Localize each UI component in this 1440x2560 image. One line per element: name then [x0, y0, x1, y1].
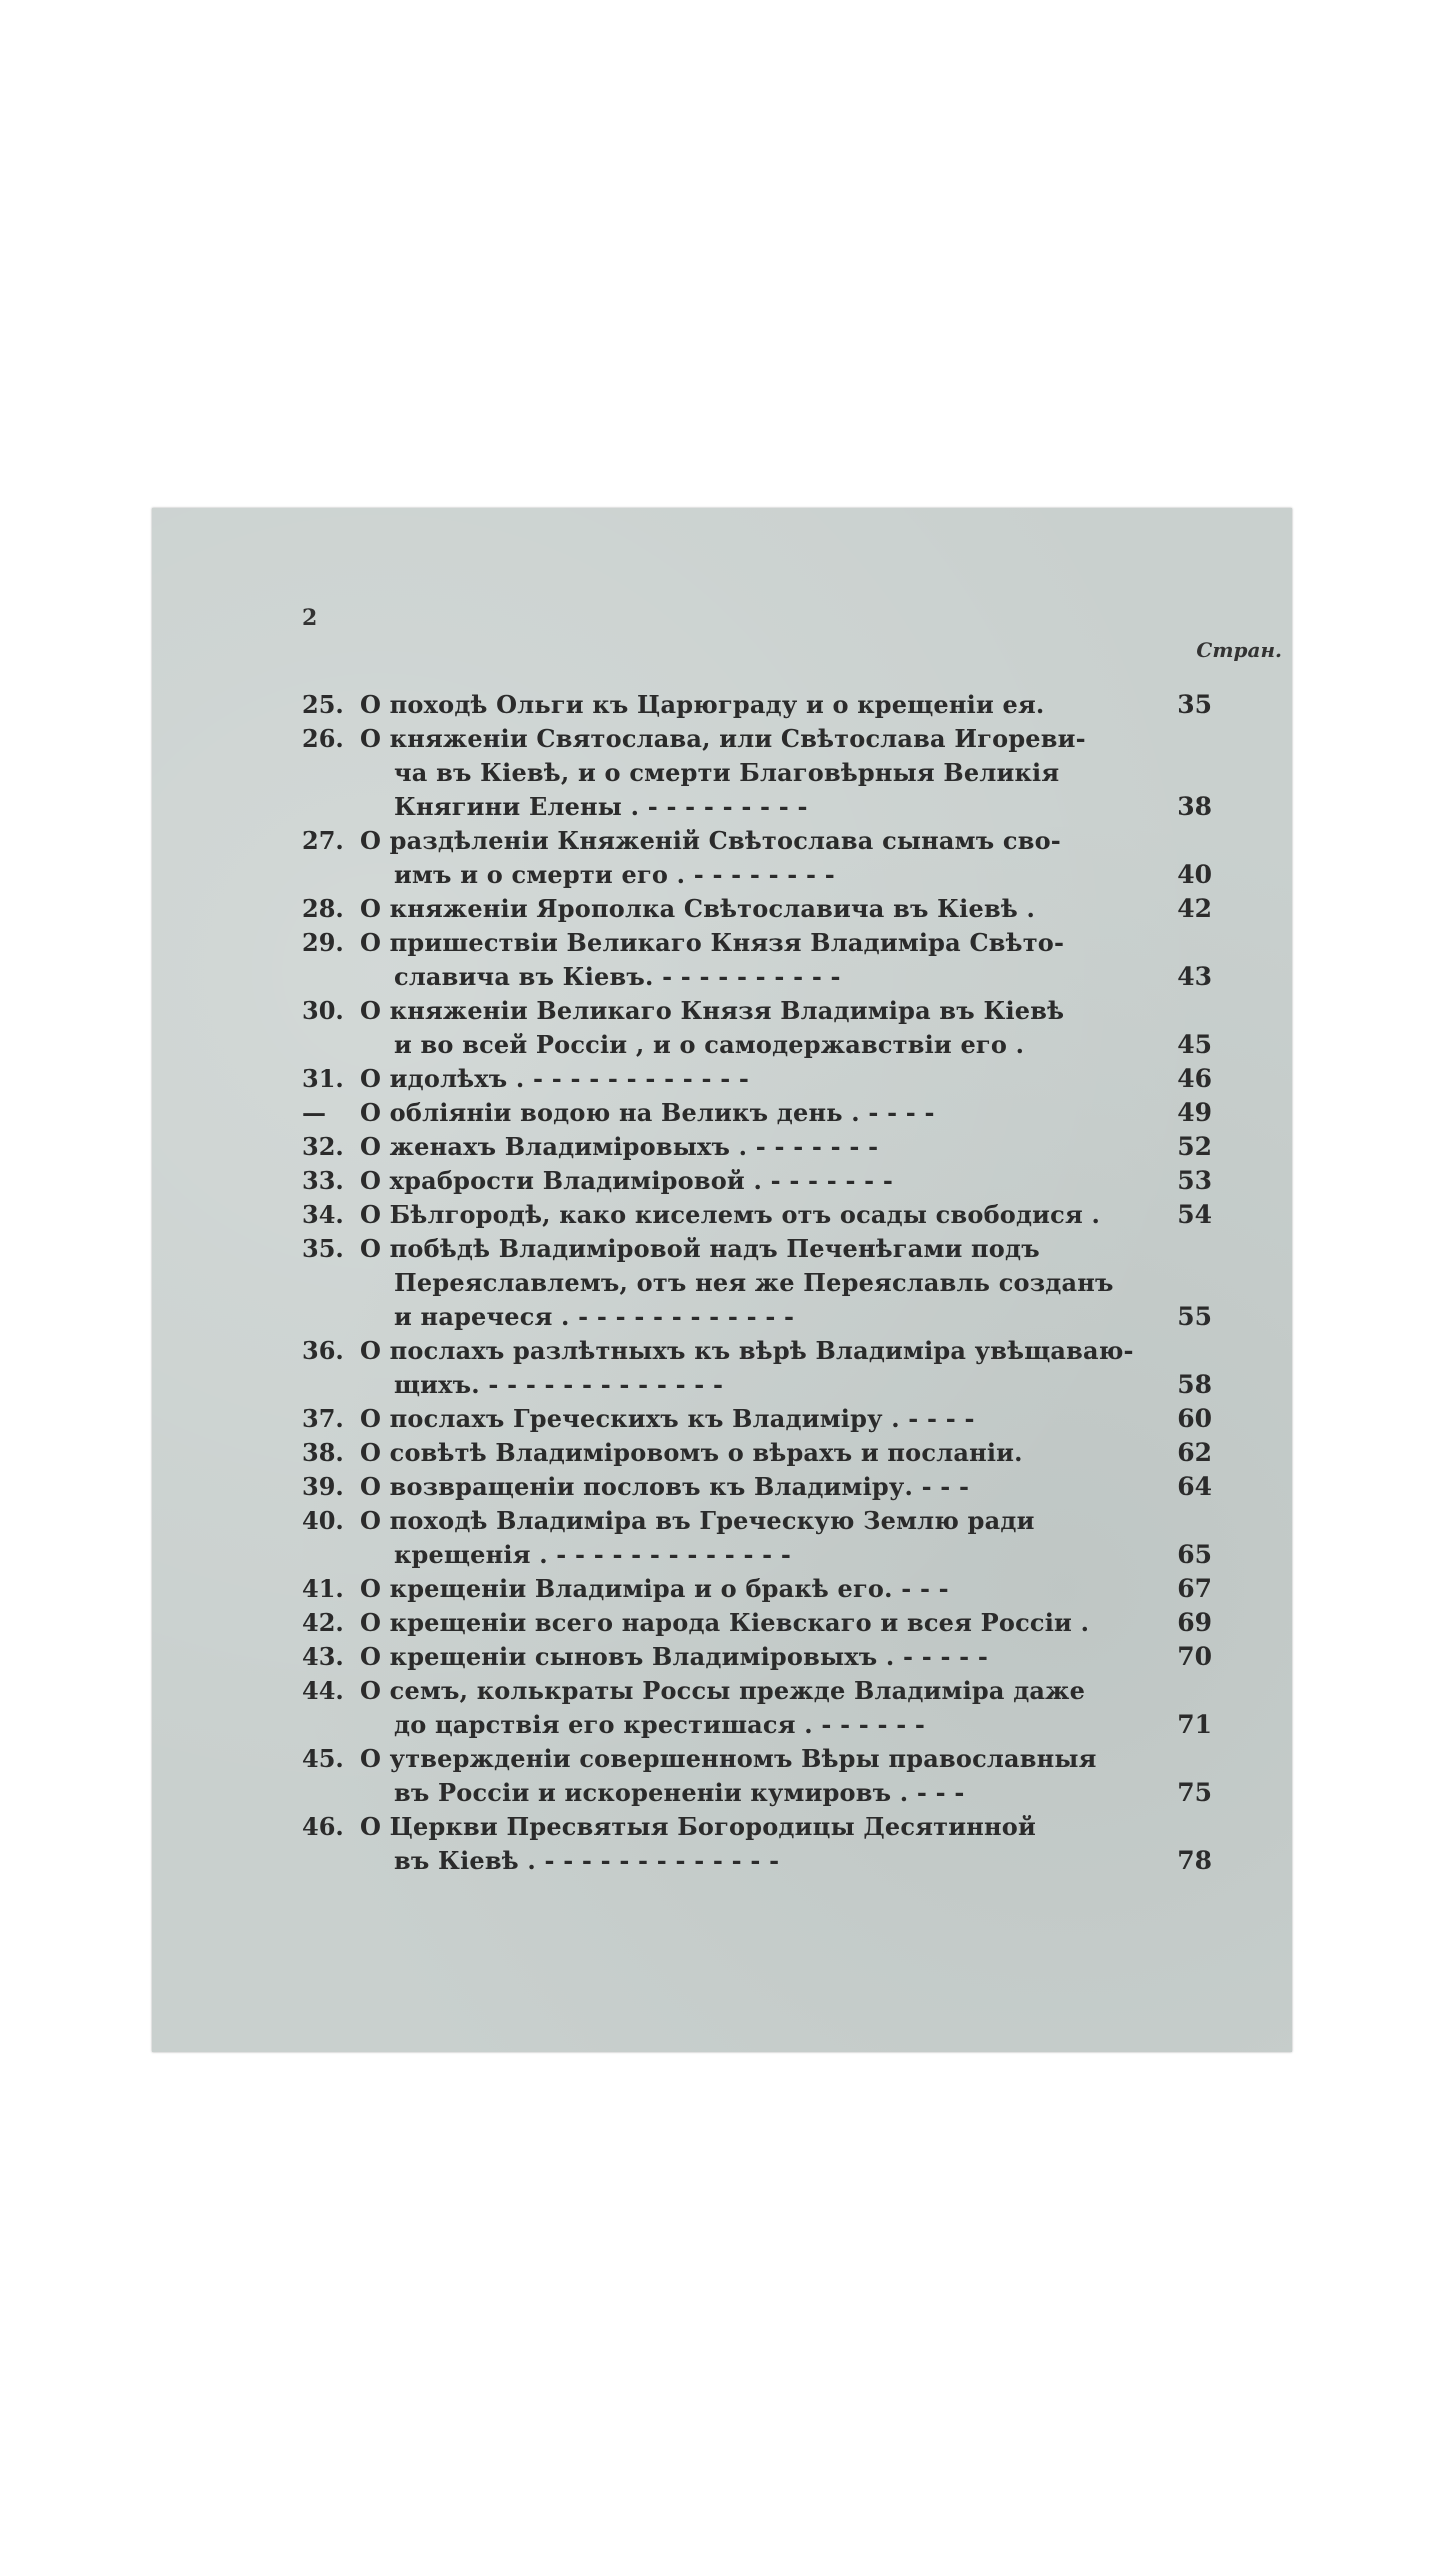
toc-entry-page: 55 — [1177, 1302, 1212, 1331]
toc-entry — [302, 1096, 1287, 1130]
toc-entry-page: 52 — [1177, 1132, 1212, 1161]
toc-entry-number: 42. — [302, 1608, 344, 1637]
page-number: 2 — [302, 605, 318, 631]
toc-entry — [302, 1334, 1287, 1402]
toc-entry-title — [360, 1640, 1132, 1674]
toc-entry-title — [360, 994, 1132, 1062]
toc-entry — [302, 1674, 1287, 1742]
toc-entry-page: 62 — [1177, 1438, 1212, 1467]
toc-entry-page: 71 — [1177, 1710, 1212, 1739]
toc-entry-page: 70 — [1177, 1642, 1212, 1671]
toc-entry-title — [360, 1096, 1132, 1130]
toc-entry-title — [360, 1572, 1132, 1606]
toc-entry-number: 34. — [302, 1200, 344, 1229]
toc-entry-title — [360, 926, 1132, 994]
toc-entry-page: 58 — [1177, 1370, 1212, 1399]
toc-entry-title-line: О утвержденіи совершенномъ Вѣры православныя — [360, 1744, 1097, 1773]
toc-entry — [302, 1640, 1287, 1674]
toc-entry-page: 43 — [1177, 962, 1212, 991]
toc-entry-title — [360, 892, 1132, 926]
toc-entry-number: 32. — [302, 1132, 344, 1161]
book-page — [152, 508, 1292, 2052]
toc-entry-number: 39. — [302, 1472, 344, 1501]
toc-entry-title — [360, 722, 1132, 824]
toc-entry-number: 26. — [302, 724, 344, 753]
toc-entry-page: 54 — [1177, 1200, 1212, 1229]
toc-entry-title-line: О походѣ Ольги къ Царюграду и о крещеніи ея. — [360, 690, 1045, 719]
toc-entry-title — [360, 1232, 1132, 1334]
toc-entry-title-line: О послахъ разлѣтныхъ къ вѣрѣ Владиміра увѣщаваю- — [360, 1336, 1134, 1365]
toc-entry-title — [360, 1742, 1132, 1810]
toc-entry-title-line: щихъ. - - - - - - - - - - - - - — [394, 1370, 724, 1399]
toc-entry-title-line: О женахъ Владиміровыхъ . - - - - - - - — [360, 1132, 879, 1161]
toc-entry-page: 35 — [1177, 690, 1212, 719]
toc-entry-title-line: О Бѣлгородѣ, како киселемъ отъ осады свободися . — [360, 1200, 1101, 1229]
toc-entry-page: 46 — [1177, 1064, 1212, 1093]
toc-entry-number: 27. — [302, 826, 344, 855]
toc-entry-title-line: О совѣтѣ Владиміровомъ о вѣрахъ и посланіи. — [360, 1438, 1023, 1467]
toc-entry-title-line: и наречеся . - - - - - - - - - - - - — [394, 1302, 795, 1331]
toc-entry-title-line: О крещеніи сыновъ Владиміровыхъ . - - - - - — [360, 1642, 989, 1671]
toc-entry-title-line: О крещеніи Владиміра и о бракѣ его. - - - — [360, 1574, 949, 1603]
toc-entry — [302, 824, 1287, 892]
toc-entry-title — [360, 1810, 1132, 1878]
toc-entry-title — [360, 1164, 1132, 1198]
toc-entry-number: 30. — [302, 996, 344, 1025]
toc-entry-title — [360, 1436, 1132, 1470]
toc-entry-number: 43. — [302, 1642, 344, 1671]
toc-entry-page: 49 — [1177, 1098, 1212, 1127]
toc-entry-number: 41. — [302, 1574, 344, 1603]
toc-entry — [302, 1164, 1287, 1198]
toc-entry-title-line: въ Кіевѣ . - - - - - - - - - - - - - — [394, 1846, 780, 1875]
toc-entry — [302, 1470, 1287, 1504]
toc-entry-title-line: въ Россіи и искорененіи кумировъ . - - - — [394, 1778, 965, 1807]
toc-entry-title-line: О княженіи Святослава, или Свѣтослава Игореви- — [360, 724, 1086, 753]
toc-entry-title-line: О княженіи Ярополка Свѣтославича въ Кіевѣ . — [360, 894, 1036, 923]
toc-entry-title-line: до царствія его крестишася . - - - - - - — [394, 1710, 926, 1739]
toc-entry-page: 75 — [1177, 1778, 1212, 1807]
toc-entry-title-line: славича въ Кіевъ. - - - - - - - - - - — [394, 962, 841, 991]
toc-entry-number: 31. — [302, 1064, 344, 1093]
toc-entry-number: 45. — [302, 1744, 344, 1773]
toc-entry-title-line: О княженіи Великаго Князя Владиміра въ Кіевѣ — [360, 996, 1065, 1025]
toc-entry — [302, 1232, 1287, 1334]
toc-entry — [302, 722, 1287, 824]
toc-entry-title-line: Княгини Елены . - - - - - - - - - — [394, 792, 808, 821]
toc-entry-title — [360, 824, 1132, 892]
toc-entry — [302, 1130, 1287, 1164]
toc-entry-title — [360, 688, 1132, 722]
toc-entry-title — [360, 1198, 1132, 1232]
toc-entry-title-line: О возвращеніи пословъ къ Владиміру. - - - — [360, 1472, 970, 1501]
toc-entry-title-line: О идолѣхъ . - - - - - - - - - - - - — [360, 1064, 750, 1093]
toc-entry-number: 28. — [302, 894, 344, 923]
toc-entry-title-line: О послахъ Греческихъ къ Владиміру . - - - - — [360, 1404, 975, 1433]
toc-entry-number: 44. — [302, 1676, 344, 1705]
toc-entry-number: 35. — [302, 1234, 344, 1263]
toc-entry-number: 46. — [302, 1812, 344, 1841]
toc-entry-page: 78 — [1177, 1846, 1212, 1875]
toc-entry-page: 60 — [1177, 1404, 1212, 1433]
toc-entry-title — [360, 1504, 1132, 1572]
table-of-contents — [302, 688, 1287, 1878]
toc-entry-title-line: О храбрости Владиміровой . - - - - - - - — [360, 1166, 894, 1195]
toc-entry-number: 33. — [302, 1166, 344, 1195]
toc-entry-page: 67 — [1177, 1574, 1212, 1603]
toc-entry-title — [360, 1606, 1132, 1640]
toc-entry-page: 42 — [1177, 894, 1212, 923]
toc-entry-title — [360, 1470, 1132, 1504]
toc-entry-title-line: и во всей Россіи , и о самодержавствіи его . — [394, 1030, 1025, 1059]
toc-entry-title — [360, 1130, 1132, 1164]
toc-entry-title-line: крещенія . - - - - - - - - - - - - - — [394, 1540, 792, 1569]
toc-entry-number: 36. — [302, 1336, 344, 1365]
toc-entry — [302, 1504, 1287, 1572]
toc-entry-title-line: О Церкви Пресвятыя Богородицы Десятинной — [360, 1812, 1036, 1841]
toc-entry-page: 65 — [1177, 1540, 1212, 1569]
toc-entry-title — [360, 1402, 1132, 1436]
toc-entry-title-line: О побѣдѣ Владиміровой надъ Печенѣгами подъ — [360, 1234, 1040, 1263]
toc-entry-title-line: О пришествіи Великаго Князя Владиміра Свѣто- — [360, 928, 1065, 957]
toc-entry — [302, 1402, 1287, 1436]
toc-entry-number: 38. — [302, 1438, 344, 1467]
toc-entry-page: 40 — [1177, 860, 1212, 889]
toc-entry-page: 64 — [1177, 1472, 1212, 1501]
toc-entry-title-line: О раздѣленіи Княженій Свѣтослава сынамъ сво- — [360, 826, 1061, 855]
toc-entry-title-line: О обліяніи водою на Великъ день . - - - - — [360, 1098, 935, 1127]
toc-entry-title — [360, 1062, 1132, 1096]
toc-entry — [302, 688, 1287, 722]
toc-entry — [302, 926, 1287, 994]
toc-entry — [302, 1062, 1287, 1096]
toc-entry — [302, 994, 1287, 1062]
toc-entry — [302, 1810, 1287, 1878]
toc-entry-number: 25. — [302, 690, 344, 719]
toc-entry-number: 37. — [302, 1404, 344, 1433]
toc-entry-title-line: О семъ, колькраты Россы прежде Владиміра даже — [360, 1676, 1086, 1705]
toc-entry — [302, 1198, 1287, 1232]
toc-entry-page: 38 — [1177, 792, 1212, 821]
toc-entry-number: 40. — [302, 1506, 344, 1535]
toc-entry-title-line: ча въ Кіевѣ, и о смерти Благовѣрныя Великія — [394, 758, 1060, 787]
toc-entry — [302, 1742, 1287, 1810]
toc-entry-title — [360, 1674, 1132, 1742]
toc-entry-page: 53 — [1177, 1166, 1212, 1195]
toc-entry-title-line: О походѣ Владиміра въ Греческую Землю ради — [360, 1506, 1035, 1535]
toc-entry-title — [360, 1334, 1132, 1402]
toc-entry-title-line: имъ и о смерти его . - - - - - - - - — [394, 860, 835, 889]
toc-entry-number: — — [302, 1098, 326, 1127]
page-column-header: Стран. — [1196, 638, 1282, 662]
toc-entry-title-line: Переяславлемъ, отъ нея же Переяславль созданъ — [394, 1268, 1114, 1297]
toc-entry-title-line: О крещеніи всего народа Кіевскаго и всея Россіи . — [360, 1608, 1090, 1637]
toc-entry-page: 69 — [1177, 1608, 1212, 1637]
toc-entry — [302, 1606, 1287, 1640]
toc-entry — [302, 1572, 1287, 1606]
toc-entry-page: 45 — [1177, 1030, 1212, 1059]
toc-entry — [302, 1436, 1287, 1470]
toc-entry-number: 29. — [302, 928, 344, 957]
toc-entry — [302, 892, 1287, 926]
